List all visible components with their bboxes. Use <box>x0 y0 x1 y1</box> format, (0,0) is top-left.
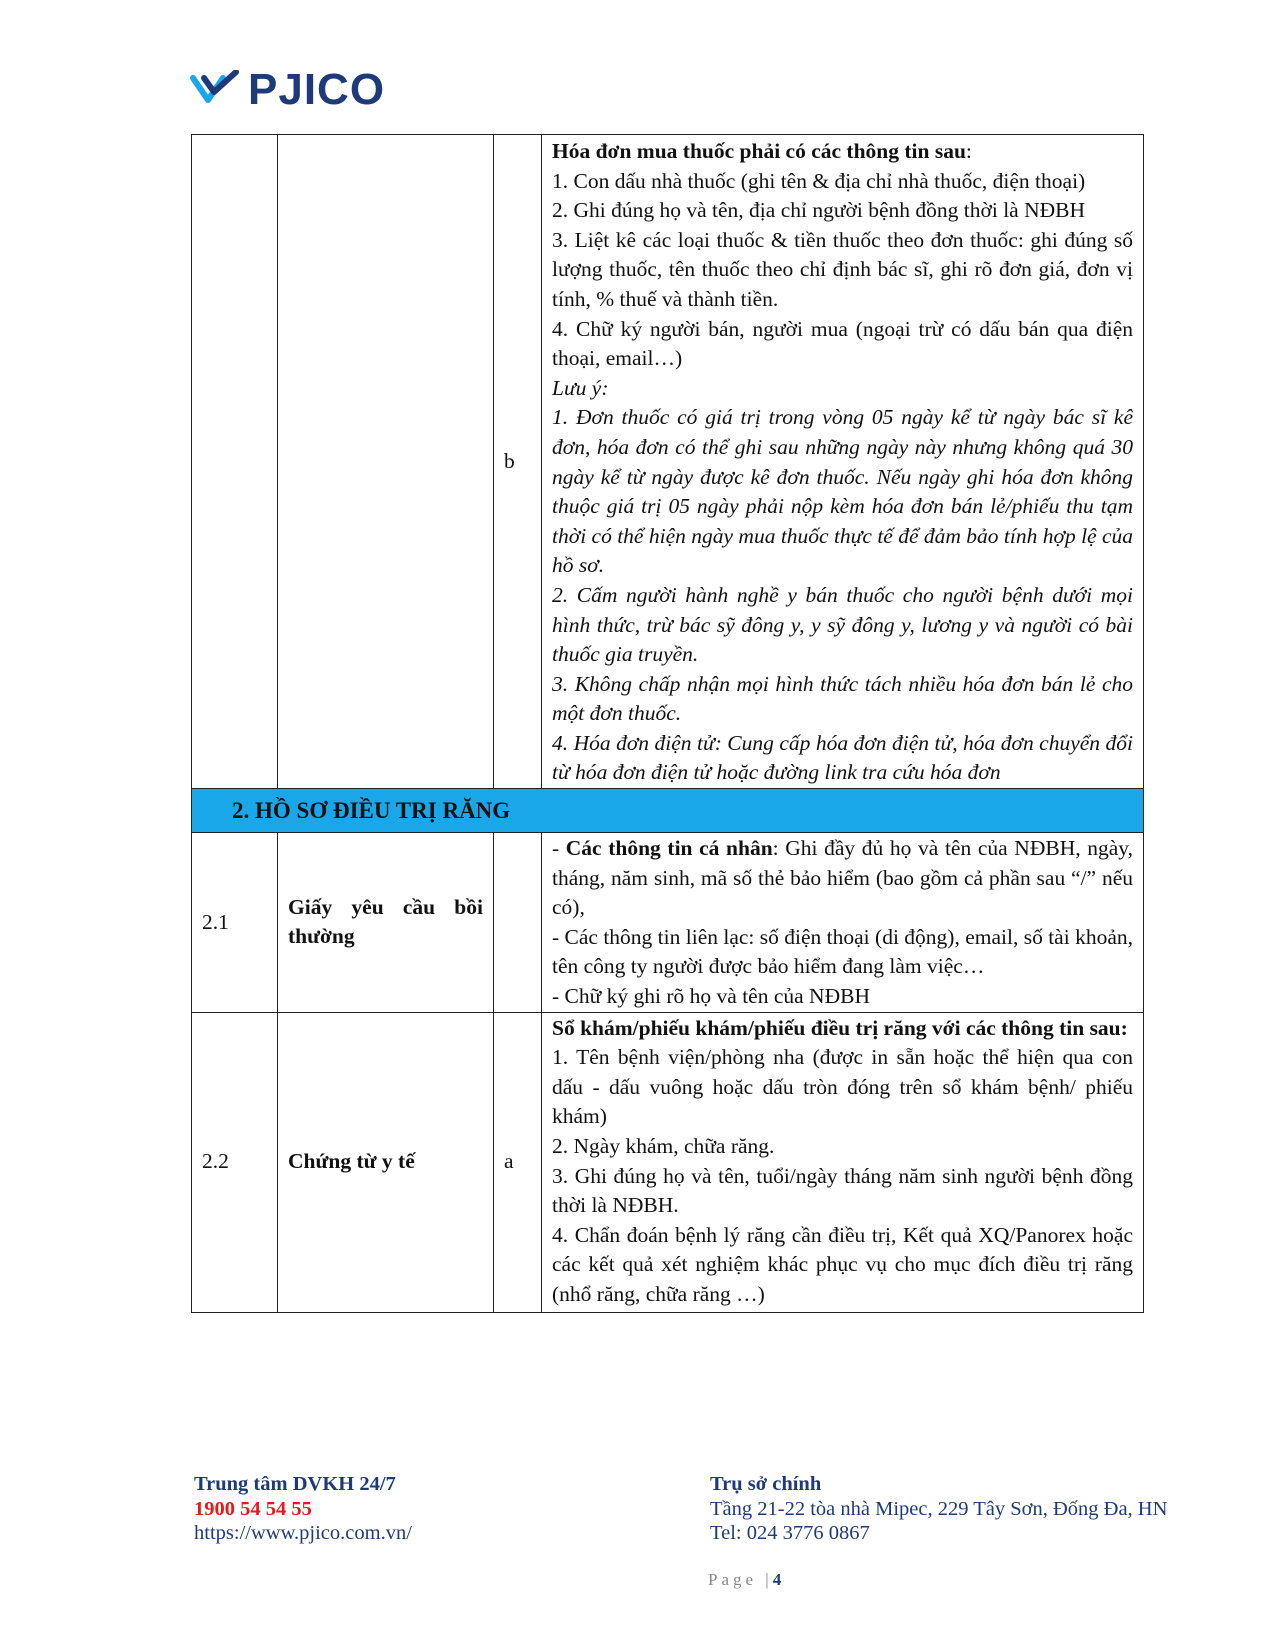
footer-center-title: Trung tâm DVKH 24/7 <box>194 1473 396 1495</box>
note-label: Lưu ý: <box>552 375 609 400</box>
invoice-line-1: 1. Con dấu nhà thuốc (ghi tên & địa chỉ nhà thuốc, điện thoại) <box>552 168 1086 193</box>
signature-line: - Chữ ký ghi rõ họ và tên của NĐBH <box>552 984 870 1009</box>
medical-line-2: 2. Ngày khám, chữa răng. <box>552 1134 775 1158</box>
invoice-line-2: 2. Ghi đúng họ và tên, địa chỉ người bệnh đồng thời là NĐBH <box>552 198 1086 223</box>
contact-info-line: - Các thông tin liên lạc: số điện thoại (di động), email, số tài khoản, tên công ty người được bảo hiểm đang làm việc… <box>552 924 1133 979</box>
footer-customer-center <box>194 1472 412 1546</box>
logo-text: PJICO <box>248 65 386 114</box>
cell-letter-empty <box>494 833 542 1013</box>
personal-info-label: Các thông tin cá nhân <box>565 836 773 861</box>
cell-number: 2.2 <box>192 1012 278 1312</box>
cell-name: Chứng từ y tế <box>278 1012 494 1312</box>
medical-line-3: 3. Ghi đúng họ và tên, tuổi/ngày tháng năm sinh người bệnh đồng thời là NĐBH. <box>552 1163 1133 1218</box>
pjico-logo <box>190 65 386 114</box>
note-4: 4. Hóa đơn điện tử: Cung cấp hóa đơn điện tử, hóa đơn chuyển đổi từ hóa đơn điện tử hoặc đường link tra cứu hóa đơn <box>552 730 1133 785</box>
section-title: 2. HỒ SƠ ĐIỀU TRỊ RĂNG <box>192 789 1144 833</box>
footer-address: Tầng 21-22 tòa nhà Mipec, 229 Tây Sơn, Đống Đa, HN <box>710 1497 1168 1520</box>
medical-line-4: 4. Chẩn đoán bệnh lý răng cần điều trị, Kết quả XQ/Panorex hoặc các kết quả xét nghiệm khác phục vụ cho mục đích điều trị răng (nhổ răng, chữa răng …) <box>552 1222 1133 1306</box>
table-row-2-2 <box>192 1012 1144 1312</box>
footer-tel: Tel: 024 3776 0867 <box>710 1522 870 1544</box>
cell-name: Giấy yêu cầu bồi thường <box>278 833 494 1013</box>
cell-empty-name <box>278 135 494 789</box>
medical-docs-heading: Sổ khám/phiếu khám/phiếu điều trị răng với các thông tin sau: <box>552 1015 1128 1040</box>
table-row-invoice <box>192 135 1144 789</box>
cell-invoice-content: Hóa đơn mua thuốc phải có các thông tin sau: 1. Con dấu nhà thuốc (ghi tên & địa chỉ nhà thuốc, điện thoại) 2. Ghi đúng họ và tên, địa chỉ người bệnh đồng thời là NĐBH 3. Liệt kê các loại thuốc & tiền thuốc theo đơn thuốc: ghi đúng số lượng thuốc, tên thuốc theo chỉ định bác sĩ, ghi rõ đơn giá, đơn vị tính, % thuế và thành tiền. 4. Chữ ký người bán, người mua (ngoại trừ có dấu bán qua điện thoại, email…) Lưu ý: 1. Đơn thuốc có giá trị trong vòng 05 ngày kể từ ngày bác sĩ kê đơn, hóa đơn có thể ghi sau những ngày này nhưng không quá 30 ngày kể từ ngày được kê đơn thuốc. Nếu ngày ghi hóa đơn không thuộc giá trị 05 ngày phải nộp kèm hóa đơn bán lẻ/phiếu thu tạm thời có thể hiện ngày mua thuốc thực tế để đảm bảo tính hợp lệ của hồ sơ. 2. Cấm người hành nghề y bán thuốc cho người bệnh dưới mọi hình thức, trừ bác sỹ đông y, y sỹ đông y, lương y và người có bài thuốc gia truyền. 3. Không chấp nhận mọi hình thức tách nhiều hóa đơn bán lẻ cho một đơn thuốc. 4. Hóa đơn điện tử: Cung cấp hóa đơn điện tử, hóa đơn chuyển đổi từ hóa đơn điện tử hoặc đường link tra cứu hóa đơn <box>542 135 1144 789</box>
page-number <box>708 1570 785 1590</box>
footer-office-title: Trụ sở chính <box>710 1473 822 1495</box>
invoice-heading: Hóa đơn mua thuốc phải có các thông tin sau <box>552 139 966 163</box>
claim-documents-table <box>191 134 1144 1313</box>
footer-website-link[interactable]: https://www.pjico.com.vn/ <box>194 1522 412 1544</box>
footer-hotline: 1900 54 54 55 <box>194 1497 312 1520</box>
section-dental-header <box>192 789 1144 833</box>
medical-line-1: 1. Tên bệnh viện/phòng nha (được in sẵn hoặc thể hiện qua con dấu - dấu vuông hoặc dấu tròn đóng trên sổ khám bệnh/ phiếu khám) <box>552 1045 1133 1129</box>
page-number-value: 4 <box>772 1570 786 1589</box>
invoice-line-4: 4. Chữ ký người bán, người mua (ngoại trừ có dấu bán qua điện thoại, email…) <box>552 316 1133 371</box>
pjico-chevron-icon <box>190 70 242 110</box>
cell-letter: b <box>494 135 542 789</box>
cell-number: 2.1 <box>192 833 278 1013</box>
note-2: 2. Cấm người hành nghề y bán thuốc cho người bệnh dưới mọi hình thức, trừ bác sỹ đông y, y sỹ đông y, lương y và người có bài thuốc gia truyền. <box>552 582 1133 667</box>
page-separator: | <box>765 1570 773 1589</box>
note-1: 1. Đơn thuốc có giá trị trong vòng 05 ngày kể từ ngày bác sĩ kê đơn, hóa đơn có thể ghi sau những ngày này nhưng không quá 30 ngày kể từ ngày được kê đơn thuốc. Nếu ngày ghi hóa đơn không thuộc giá trị 05 ngày phải nộp kèm hóa đơn bán lẻ/phiếu thu tạm thời có thể hiện ngày mua thuốc thực tế để đảm bảo tính hợp lệ của hồ sơ. <box>552 405 1134 578</box>
note-3: 3. Không chấp nhận mọi hình thức tách nhiều hóa đơn bán lẻ cho một đơn thuốc. <box>552 671 1133 726</box>
footer-head-office <box>710 1472 1167 1546</box>
table-row-2-1 <box>192 833 1144 1013</box>
cell-claim-form-content: - Các thông tin cá nhân: Ghi đầy đủ họ và tên của NĐBH, ngày, tháng, năm sinh, mã số thẻ bảo hiểm (bao gồm cả phần sau “/” nếu có), - Các thông tin liên lạc: số điện thoại (di động), email, số tài khoản, tên công ty người được bảo hiểm đang làm việc… - Chữ ký ghi rõ họ và tên của NĐBH <box>542 833 1144 1013</box>
cell-letter: a <box>494 1012 542 1312</box>
cell-empty-number <box>192 135 278 789</box>
cell-medical-docs-content <box>542 1012 1144 1312</box>
page-label: Page <box>708 1570 758 1589</box>
invoice-line-3: 3. Liệt kê các loại thuốc & tiền thuốc theo đơn thuốc: ghi đúng số lượng thuốc, tên thuốc theo chỉ định bác sĩ, ghi rõ đơn giá, đơn vị tính, % thuế và thành tiền. <box>552 227 1133 311</box>
